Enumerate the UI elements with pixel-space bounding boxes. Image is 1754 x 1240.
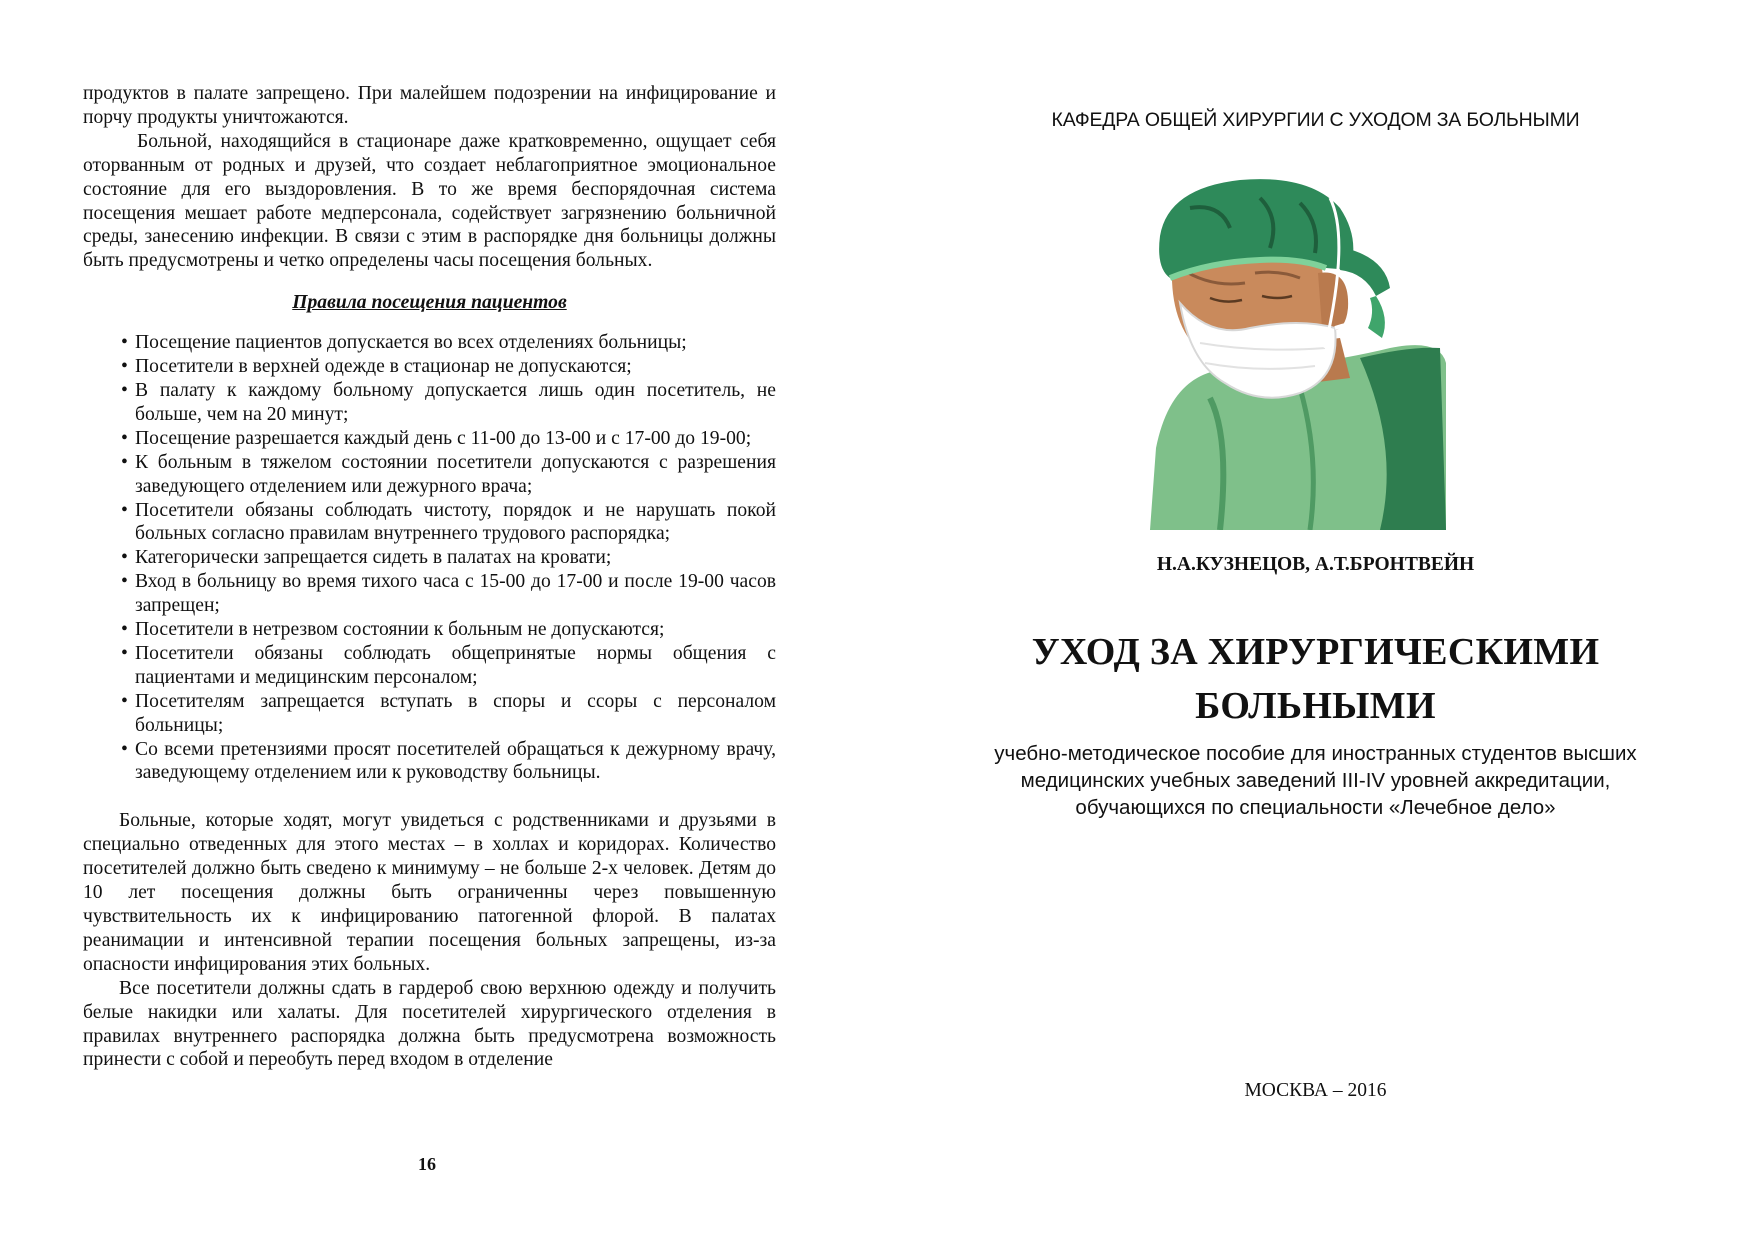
list-item: • Посетители в верхней одежде в стационар не допускаются; — [135, 355, 776, 379]
surgeon-illustration — [1150, 178, 1446, 530]
list-item: • Посетители обязаны соблюдать чистоту, порядок и не нарушать покой больных согласно правилам внутреннего трудового распорядка; — [135, 499, 776, 547]
list-item: • Посещение разрешается каждый день с 11-00 до 13-00 и с 17-00 до 19-00; — [135, 427, 776, 451]
page-number: 16 — [418, 1154, 436, 1174]
right-page — [877, 0, 1754, 1240]
list-item: • В палату к каждому больному допускается лишь один посетитель, не больше, чем на 20 минут; — [135, 379, 776, 427]
paragraph: Все посетители должны сдать в гардероб свою верхнюю одежду и получить белые накидки или халаты. Для посетителей хирургического отделения в правилах внутреннего распорядка должна быть предусмотрена возможность принести с собой и переобуть перед входом в отделение — [83, 977, 776, 1071]
list-item: • Категорически запрещается сидеть в палатах на кровати; — [135, 546, 776, 570]
surgeon-icon — [1150, 178, 1446, 530]
title-line: УХОД ЗА ХИРУРГИЧЕСКИМИ — [1031, 631, 1600, 673]
rules-heading: Правила посещения пациентов — [292, 292, 567, 314]
list-item: • Вход в больницу во время тихого часа с 15-00 до 17-00 и после 19-00 часов запрещен; — [135, 570, 776, 618]
subtitle-line: учебно-методическое пособие для иностранных студентов высших — [994, 742, 1637, 765]
subtitle-line: медицинских учебных заведений III-IV уровней аккредитации, — [1020, 769, 1611, 792]
book-title — [877, 625, 1754, 733]
title-line: БОЛЬНЫМИ — [1195, 685, 1436, 727]
subtitle — [927, 740, 1704, 821]
left-page-body — [83, 82, 776, 1072]
list-item: • Посещение пациентов допускается во всех отделениях больницы; — [135, 331, 776, 355]
list-item: • Посетители обязаны соблюдать общепринятые нормы общения с пациентами и медицинским персоналом; — [135, 642, 776, 690]
subtitle-line: обучающихся по специальности «Лечебное дело» — [1075, 796, 1556, 819]
rules-list — [83, 331, 776, 785]
list-item: • Со всеми претензиями просят посетителей обращаться к дежурному врачу, заведующему отделением или к руководству больницы. — [135, 738, 776, 786]
list-item: • Посетителям запрещается вступать в споры и ссоры с персоналом больницы; — [135, 690, 776, 738]
city-year: МОСКВА – 2016 — [1244, 1080, 1387, 1101]
list-item: • Посетители в нетрезвом состоянии к больным не допускаются; — [135, 618, 776, 642]
list-item: • К больным в тяжелом состоянии посетители допускаются с разрешения заведующего отделением или дежурного врача; — [135, 451, 776, 499]
authors: Н.А.КУЗНЕЦОВ, А.Т.БРОНТВЕЙН — [1156, 554, 1475, 575]
department-name: КАФЕДРА ОБЩЕЙ ХИРУРГИИ С УХОДОМ ЗА БОЛЬНЫМИ — [1051, 109, 1580, 131]
paragraph: Больные, которые ходят, могут увидеться с родственниками и друзьями в специально отведенных для этого местах – в холлах и коридорах. Количество посетителей должно быть сведено к минимуму – не больше 2-х человек. Детям до 10 лет посещения должны быть ограниченны через повышенную чувствительность их к инфицированию патогенной флорой. В палатах реанимации и интенсивной терапии посещения больных запрещены, из-за опасности инфицирования этих больных. — [83, 810, 776, 975]
paragraph: продуктов в палате запрещено. При малейшем подозрении на инфицирование и порчу продукты уничтожаются. — [83, 83, 776, 128]
paragraph: Больной, находящийся в стационаре даже кратковременно, ощущает себя оторванным от родных и друзей, что создает неблагоприятное эмоциональное состояние для его выздоровления. В то же время беспорядочная система посещения мешает работе медперсонала, содействует загрязнению больничной среды, занесению инфекции. В связи с этим в распорядке дня больницы должны быть предусмотрены и четко определены часы посещения больных. — [83, 130, 776, 272]
